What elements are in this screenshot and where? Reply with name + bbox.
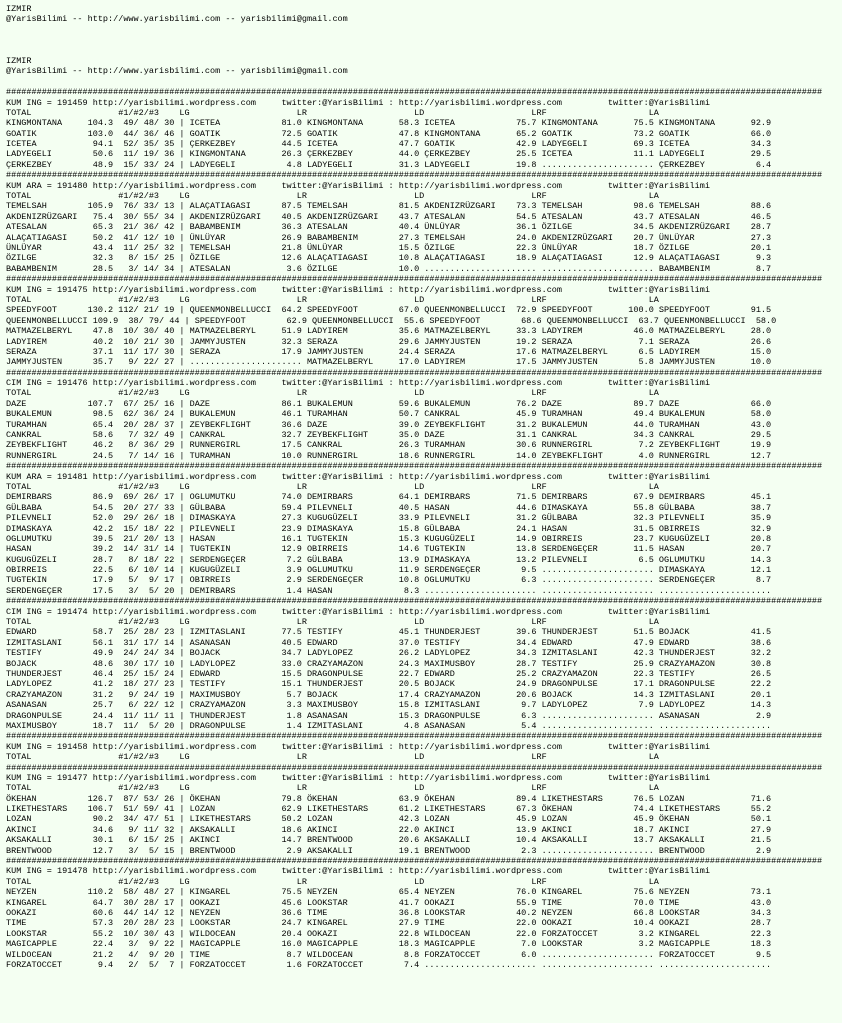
report-line: IZMIR	[6, 55, 32, 66]
report-line: PILEVNELI 52.0 29/ 26/ 18 | DIMASKAYA 27.3 KUGUGÜZELI 33.9 PILEVNELI 31.2 GÜLBABA 32.3 PILEVNELI 35.9	[6, 513, 772, 524]
report-line: HASAN 39.2 14/ 31/ 14 | TUGTEKIN 12.9 OBIRREIS 14.6 TUGTEKIN 13.8 SERDENGEÇER 11.5 HASAN 20.7	[6, 544, 772, 555]
report-line	[6, 46, 842, 56]
separator-line: ################################################################################################################################################################	[6, 731, 823, 742]
report-line: TOTAL #1/#2/#3 LG LR LD LRF LA	[6, 388, 659, 399]
report-line: KUM ARA = 191481 http://yarisbilimi.wordpress.com twitter:@YarisBilimi : http://yarisbilimi.wordpress.com twitter:@YarisBilimi	[6, 471, 710, 482]
report-line: TOTAL #1/#2/#3 LG LR LD LRF LA	[6, 294, 659, 305]
report-line	[6, 77, 842, 87]
report-line: TOTAL #1/#2/#3 LG LR LD LRF LA	[6, 876, 659, 887]
separator-line: ################################################################################################################################################################	[6, 762, 823, 773]
report-line: KUM ING = 191478 http://yarisbilimi.wordpress.com twitter:@YarisBilimi : http://yarisbilimi.wordpress.com twitter:@YarisBilimi	[6, 866, 710, 877]
report-line	[6, 35, 842, 45]
report-line: TIME 57.3 20/ 28/ 23 | LOOKSTAR 24.7 KINGAREL 27.9 TIME 22.0 OOKAZI 10.4 OOKAZI 28.7	[6, 918, 772, 929]
report-line: OOKAZI 60.6 44/ 14/ 12 | NEYZEN 36.6 TIME 36.8 LOOKSTAR 40.2 NEYZEN 66.8 LOOKSTAR 34.3	[6, 907, 772, 918]
report-line: CIM ING = 191474 http://yarisbilimi.wordpress.com twitter:@YarisBilimi : http://yarisbilimi.wordpress.com twitter:@YarisBilimi	[6, 606, 710, 617]
report-line: SERDENGEÇER 17.5 3/ 5/ 20 | DEMIRBARS 1.4 HASAN 8.3 ...................... ...................... ......................	[6, 585, 772, 596]
report-line: TOTAL #1/#2/#3 LG LR LD LRF LA	[6, 107, 659, 118]
report-line: BUKALEMUN 98.5 62/ 36/ 24 | BUKALEMUN 46.1 TURAMHAN 50.7 CANKRAL 45.9 TURAMHAN 49.4 BUKALEMUN 58.0	[6, 409, 772, 420]
report-line: AKDENIZRÜZGARI 75.4 30/ 55/ 34 | AKDENIZRÜZGARI 40.5 AKDENIZRÜZGARI 43.7 ATESALAN 54.5 ATESALAN 43.7 ATESALAN 46.5	[6, 211, 772, 222]
report-line: LADYIREM 40.2 10/ 21/ 30 | JAMMYJUSTEN 32.3 SERAZA 29.6 JAMMYJUSTEN 19.2 SERAZA 7.1 SERAZA 26.6	[6, 336, 772, 347]
separator-line: ################################################################################################################################################################	[6, 170, 823, 181]
separator-line: ################################################################################################################################################################	[6, 367, 823, 378]
report-line: LOOKSTAR 55.2 10/ 30/ 43 | WILDOCEAN 20.4 OOKAZI 22.8 WILDOCEAN 22.0 FORZATOCCET 3.2 KINGAREL 22.3	[6, 928, 772, 939]
report-line: OGLUMUTKU 39.5 21/ 20/ 13 | HASAN 16.1 TUGTEKIN 15.3 KUGUGÜZELI 14.9 OBIRREIS 23.7 KUGUGÜZELI 20.8	[6, 533, 772, 544]
report-line: @YarisBilimi -- http://www.yarisbilimi.com -- yarisbilimi@gmail.com	[6, 14, 348, 25]
separator-line: ################################################################################################################################################################	[6, 87, 823, 98]
report-line: ÖZILGE 32.3 8/ 15/ 25 | ÖZILGE 12.6 ALAÇATIAGASI 10.8 ALAÇATIAGASI 18.9 ALAÇATIAGASI 12.9 ALAÇATIAGASI 9.3	[6, 253, 772, 264]
report-line: NEYZEN 110.2 58/ 48/ 27 | KINGAREL 75.5 NEYZEN 65.4 NEYZEN 76.0 KINGAREL 75.6 NEYZEN 73.1	[6, 887, 772, 898]
report-line: CRAZYAMAZON 31.2 9/ 24/ 19 | MAXIMUSBOY 5.7 BOJACK 17.4 CRAZYAMAZON 20.6 BOJACK 14.3 IZMITASLANI 20.1	[6, 689, 772, 700]
report-line: TOTAL #1/#2/#3 LG LR LD LRF LA	[6, 783, 659, 794]
report-line: LADYEGELI 50.6 11/ 19/ 36 | KINGMONTANA 26.3 ÇERKEZBEY 44.0 ÇERKEZBEY 25.5 ICETEA 11.1 LADYEGELI 29.5	[6, 149, 772, 160]
report-line: TEMELSAH 105.9 76/ 33/ 13 | ALAÇATIAGASI 87.5 TEMELSAH 81.5 AKDENIZRÜZGARI 73.3 TEMELSAH 98.6 TEMELSAH 88.6	[6, 201, 772, 212]
report-line: ICETEA 94.1 52/ 35/ 35 | ÇERKEZBEY 44.5 ICETEA 47.7 GOATIK 42.9 LADYEGELI 69.3 ICETEA 34.3	[6, 139, 772, 150]
report-line: IZMITASLANI 56.1 31/ 17/ 14 | ASANASAN 40.5 EDWARD 37.0 TESTIFY 34.4 EDWARD 47.9 EDWARD 38.6	[6, 637, 772, 648]
report-line: TOTAL #1/#2/#3 LG LR LD LRF LA	[6, 752, 659, 763]
report-line: AKSAKALLI 30.1 6/ 15/ 25 | AKINCI 14.7 BRENTWOOD 20.6 AKSAKALLI 10.4 AKSAKALLI 13.7 AKSAKALLI 21.5	[6, 835, 772, 846]
report-line: KUM ING = 191458 http://yarisbilimi.wordpress.com twitter:@YarisBilimi : http://yarisbilimi.wordpress.com twitter:@YarisBilimi	[6, 741, 710, 752]
report-line: ATESALAN 65.3 21/ 36/ 42 | BABAMBENIM 36.3 ATESALAN 40.4 ÜNLÜYAR 36.1 ÖZILGE 34.5 AKDENIZRÜZGARI 28.7	[6, 222, 772, 233]
report-line: DIMASKAYA 42.2 15/ 18/ 22 | PILEVNELI 23.9 DIMASKAYA 15.8 GÜLBABA 24.1 HASAN 31.5 OBIRREIS 32.9	[6, 523, 772, 534]
report-line: OBIRREIS 22.5 6/ 10/ 14 | KUGUGÜZELI 3.9 OGLUMUTKU 11.9 SERDENGEÇER 9.5 ...................... DIMASKAYA 12.1	[6, 565, 772, 576]
report-line: QUEENMONBELLUCCI 109.9 38/ 79/ 44 | SPEEDYFOOT 62.9 QUEENMONBELLUCCI 55.6 SPEEDYFOOT 68.6 QUEENMONBELLUCCI 63.7 QUEENMONBELLUCCI 58.0	[6, 315, 777, 326]
report-line: IZMIR	[6, 4, 32, 14]
report-line: BRENTWOOD 12.7 3/ 5/ 15 | BRENTWOOD 2.9 AKSAKALLI 19.1 BRENTWOOD 2.3 ...................... BRENTWOOD 2.9	[6, 845, 772, 856]
report-line: AKINCI 34.6 9/ 11/ 32 | AKSAKALLI 18.6 AKINCI 22.0 AKINCI 13.9 AKINCI 18.7 AKINCI 27.9	[6, 824, 772, 835]
report-line: LADYLOPEZ 41.2 18/ 27/ 23 | TESTIFY 15.1 THUNDERJEST 20.5 BOJACK 24.9 DRAGONPULSE 17.1 DRAGONPULSE 22.2	[6, 679, 772, 690]
report-line: TOTAL #1/#2/#3 LG LR LD LRF LA	[6, 617, 659, 628]
report-line: BABAMBENIM 28.5 3/ 14/ 34 | ATESALAN 3.6 ÖZILGE 10.0 ...................... ...................... BABAMBENIM 8.7	[6, 263, 772, 274]
report-line: DRAGONPULSE 24.4 11/ 11/ 11 | THUNDERJEST 1.8 ASANASAN 15.3 DRAGONPULSE 6.3 ...................... ASANASAN 2.9	[6, 710, 772, 721]
report-line: JAMMYJUSTEN 35.7 9/ 22/ 27 | ...................... MATMAZELBERYL 17.0 LADYIREM 17.5 JAMMYJUSTEN 5.8 JAMMYJUSTEN 10.0	[6, 357, 772, 368]
report-line: FORZATOCCET 9.4 2/ 5/ 7 | FORZATOCCET 1.6 FORZATOCCET 7.4 ...................... ...................... ......................	[6, 959, 772, 970]
report-line: MATMAZELBERYL 47.8 10/ 30/ 40 | MATMAZELBERYL 51.9 LADYIREM 35.6 MATMAZELBERYL 33.3 LADYIREM 46.0 MATMAZELBERYL 28.0	[6, 326, 772, 337]
report-line: KUM ARA = 191480 http://yarisbilimi.wordpress.com twitter:@YarisBilimi : http://yarisbilimi.wordpress.com twitter:@YarisBilimi	[6, 180, 710, 191]
report-line: SERAZA 37.1 11/ 17/ 30 | SERAZA 17.9 JAMMYJUSTEN 24.4 SERAZA 17.6 MATMAZELBERYL 6.5 LADYIREM 15.0	[6, 346, 772, 357]
separator-line: ################################################################################################################################################################	[6, 856, 823, 867]
report-line: @YarisBilimi -- http://www.yarisbilimi.com -- yarisbilimi@gmail.com	[6, 66, 348, 77]
report-line: MAGICAPPLE 22.4 3/ 9/ 22 | MAGICAPPLE 16.0 MAGICAPPLE 18.3 MAGICAPPLE 7.0 LOOKSTAR 3.2 MAGICAPPLE 18.3	[6, 939, 772, 950]
separator-line: ################################################################################################################################################################	[6, 274, 823, 285]
report-line: KUM ING = 191475 http://yarisbilimi.wordpress.com twitter:@YarisBilimi : http://yarisbilimi.wordpress.com twitter:@YarisBilimi	[6, 284, 710, 295]
report-line: KUGUGÜZELI 28.7 8/ 18/ 22 | SERDENGEÇER 7.2 GÜLBABA 13.9 DIMASKAYA 13.2 PILEVNELI 6.5 OGLUMUTKU 14.3	[6, 554, 772, 565]
report-line	[6, 25, 842, 35]
report-line: MAXIMUSBOY 18.7 11/ 5/ 20 | DRAGONPULSE 1.4 IZMITASLANI 4.8 ASANASAN 5.4 ...................... ......................	[6, 720, 772, 731]
report-line: TURAMHAN 65.4 20/ 28/ 37 | ZEYBEKFLIGHT 36.6 DAZE 39.0 ZEYBEKFLIGHT 31.2 BUKALEMUN 44.0 TURAMHAN 43.0	[6, 419, 772, 430]
report-line: ZEYBEKFLIGHT 46.2 8/ 36/ 29 | RUNNERGIRL 17.5 CANKRAL 26.3 TURAMHAN 30.6 RUNNERGIRL 7.2 ZEYBEKFLIGHT 19.9	[6, 440, 772, 451]
separator-line: ################################################################################################################################################################	[6, 461, 823, 472]
report-line: CANKRAL 58.6 7/ 32/ 49 | CANKRAL 32.7 ZEYBEKFLIGHT 35.0 DAZE 31.1 CANKRAL 34.3 CANKRAL 29.5	[6, 430, 772, 441]
separator-line: ################################################################################################################################################################	[6, 596, 823, 607]
report-line: KUM ING = 191477 http://yarisbilimi.wordpress.com twitter:@YarisBilimi : http://yarisbilimi.wordpress.com twitter:@YarisBilimi	[6, 772, 710, 783]
report-line: ASANASAN 25.7 6/ 22/ 12 | CRAZYAMAZON 3.3 MAXIMUSBOY 15.8 IZMITASLANI 9.7 LADYLOPEZ 7.9 LADYLOPEZ 14.3	[6, 700, 772, 711]
report-line: KUM ING = 191459 http://yarisbilimi.wordpress.com twitter:@YarisBilimi : http://yarisbilimi.wordpress.com twitter:@YarisBilimi	[6, 97, 710, 108]
report-line: ALAÇATIAGASI 50.2 41/ 12/ 10 | ÜNLÜYAR 26.9 BABAMBENIM 27.3 TEMELSAH 24.0 AKDENIZRÜZGARI 20.7 ÜNLÜYAR 27.3	[6, 232, 772, 243]
report-line: GÜLBABA 54.5 20/ 27/ 33 | GÜLBABA 59.4 PILEVNELI 40.5 HASAN 44.6 DIMASKAYA 55.8 GÜLBABA 38.7	[6, 502, 772, 513]
report-line: BOJACK 48.6 30/ 17/ 10 | LADYLOPEZ 33.0 CRAZYAMAZON 24.3 MAXIMUSBOY 28.7 TESTIFY 25.9 CRAZYAMAZON 30.8	[6, 658, 772, 669]
report-line: KINGMONTANA 104.3 49/ 48/ 30 | ICETEA 81.0 KINGMONTANA 58.3 ICETEA 75.7 KINGMONTANA 75.5 KINGMONTANA 92.9	[6, 118, 772, 129]
report-line: KINGAREL 64.7 30/ 28/ 17 | OOKAZI 45.6 LOOKSTAR 41.7 OOKAZI 55.9 TIME 70.0 TIME 43.0	[6, 897, 772, 908]
report-line: TOTAL #1/#2/#3 LG LR LD LRF LA	[6, 481, 659, 492]
report-line: DAZE 107.7 67/ 25/ 16 | DAZE 86.1 BUKALEMUN 59.6 BUKALEMUN 76.2 DAZE 89.7 DAZE 66.0	[6, 398, 772, 409]
report-line: CIM ING = 191476 http://yarisbilimi.wordpress.com twitter:@YarisBilimi : http://yarisbilimi.wordpress.com twitter:@YarisBilimi	[6, 378, 710, 389]
report-line: WILDOCEAN 21.2 4/ 9/ 20 | TIME 8.7 WILDOCEAN 8.8 FORZATOCCET 6.0 ...................... FORZATOCCET 9.5	[6, 949, 772, 960]
report-line: THUNDERJEST 46.4 25/ 15/ 24 | EDWARD 15.5 DRAGONPULSE 22.7 EDWARD 25.2 CRAZYAMAZON 22.3 TESTIFY 26.5	[6, 669, 772, 679]
report-line: TOTAL #1/#2/#3 LG LR LD LRF LA	[6, 191, 659, 202]
report-line: EDWARD 58.7 25/ 28/ 23 | IZMITASLANI 77.5 TESTIFY 45.1 THUNDERJEST 39.6 THUNDERJEST 51.5 BOJACK 41.5	[6, 627, 772, 638]
report-line: ÇERKEZBEY 48.9 15/ 33/ 24 | LADYEGELI 4.8 LADYEGELI 31.3 LADYEGELI 19.8 ...................... ÇERKEZBEY 6.4	[6, 159, 772, 170]
report-line: LIKETHESTARS 106.7 51/ 59/ 41 | LOZAN 62.9 LIKETHESTARS 61.2 LIKETHESTARS 67.3 ÖKEHAN 74.4 LIKETHESTARS 55.2	[6, 804, 772, 815]
report-line: SPEEDYFOOT 130.2 112/ 21/ 19 | QUEENMONBELLUCCI 64.2 SPEEDYFOOT 67.0 QUEENMONBELLUCCI 72.9 SPEEDYFOOT 100.0 SPEEDYFOOT 91.5	[6, 305, 772, 316]
report-line: TUGTEKIN 17.9 5/ 9/ 17 | OBIRREIS 2.9 SERDENGEÇER 10.8 OGLUMUTKU 6.3 ...................... SERDENGEÇER 8.7	[6, 575, 772, 586]
report-line: LOZAN 90.2 34/ 47/ 51 | LIKETHESTARS 50.2 LOZAN 42.3 LOZAN 45.9 LOZAN 45.9 ÖKEHAN 50.1	[6, 814, 772, 825]
report-line: GOATIK 103.0 44/ 36/ 46 | GOATIK 72.5 GOATIK 47.8 KINGMONTANA 65.2 GOATIK 73.2 GOATIK 66.0	[6, 128, 772, 139]
report-line: DEMIRBARS 86.9 69/ 26/ 17 | OGLUMUTKU 74.0 DEMIRBARS 64.1 DEMIRBARS 71.5 DEMIRBARS 67.9 DEMIRBARS 45.1	[6, 492, 772, 503]
report-line: ÜNLÜYAR 43.4 11/ 25/ 32 | TEMELSAH 21.8 ÜNLÜYAR 15.5 ÖZILGE 22.3 ÜNLÜYAR 18.7 ÖZILGE 20.1	[6, 242, 772, 253]
report-line: TESTIFY 49.9 24/ 24/ 34 | BOJACK 34.7 LADYLOPEZ 26.2 LADYLOPEZ 34.3 IZMITASLANI 42.3 THUNDERJEST 32.2	[6, 648, 772, 659]
report-line: RUNNERGIRL 24.5 7/ 14/ 16 | TURAMHAN 10.0 RUNNERGIRL 18.6 RUNNERGIRL 14.0 ZEYBEKFLIGHT 4.0 RUNNERGIRL 12.7	[6, 450, 772, 461]
report-line: ÖKEHAN 126.7 87/ 53/ 26 | ÖKEHAN 79.8 ÖKEHAN 63.9 ÖKEHAN 89.4 LIKETHESTARS 76.5 LOZAN 71.6	[6, 793, 772, 804]
